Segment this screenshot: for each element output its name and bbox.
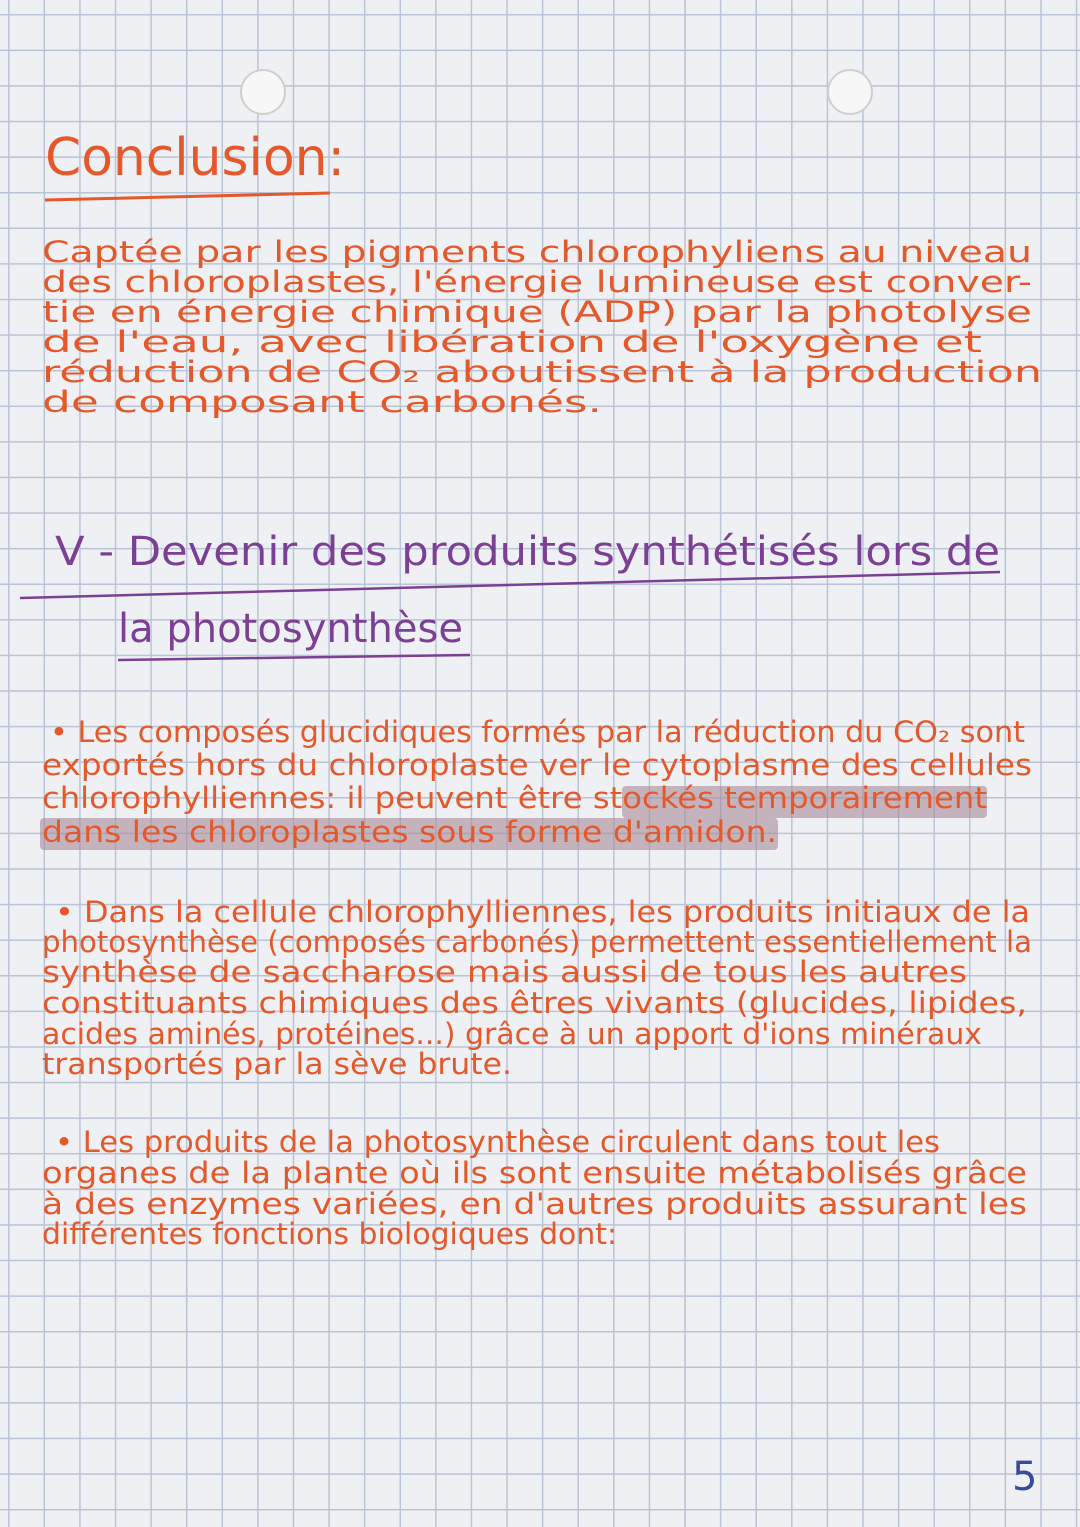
paragraph-3 — [42, 1125, 1027, 1251]
paragraph-line: chlorophylliennes: il peuvent être stockés temporairement — [42, 781, 987, 815]
section-heading: V - Devenir des produits synthétisés lors de — [55, 529, 1000, 575]
heading-underline-2 — [118, 655, 470, 660]
paragraph-2 — [42, 895, 1032, 1081]
paragraph-line: • Les produits de la photosynthèse circulent dans tout les — [55, 1125, 940, 1159]
conclusion-title: Conclusion: — [45, 128, 345, 188]
conclusion-line: de l'eau, avec libération de l'oxygène et — [42, 325, 982, 359]
paragraph-1 — [42, 715, 1032, 849]
conclusion-line: des chloroplastes, l'énergie lumineuse est conver- — [42, 265, 1032, 299]
conclusion-line: de composant carbonés. — [42, 385, 602, 419]
page-number: 5 — [1012, 1454, 1038, 1500]
conclusion-line: Captée par les pigments chlorophyliens au niveau — [42, 235, 1032, 269]
paragraph-line: synthèse de saccharose mais aussi de tous les autres — [42, 955, 967, 989]
paragraph-line: à des enzymes variées, en d'autres produits assurant les — [42, 1187, 1027, 1221]
conclusion-line: réduction de CO₂ aboutissent à la production — [42, 355, 1042, 389]
paragraph-line: • Les composés glucidiques formés par la réduction du CO₂ sont — [50, 715, 1025, 749]
conclusion-line: tie en énergie chimique (ADP) par la photolyse — [42, 295, 1032, 329]
paragraph-line: différentes fonctions biologiques dont: — [42, 1217, 617, 1251]
paragraph-line: dans les chloroplastes sous forme d'amidon. — [42, 815, 777, 849]
paragraph-line: • Dans la cellule chlorophylliennes, les produits initiaux de la — [55, 895, 1030, 929]
paragraph-line: photosynthèse (composés carbonés) permettent essentiellement la — [42, 925, 1032, 959]
paragraph-line: exportés hors du chloroplaste ver le cytoplasme des cellules — [42, 748, 1032, 782]
heading-underline — [20, 572, 1000, 598]
punch-hole-right — [828, 70, 872, 114]
paragraph-line: transportés par la sève brute. — [42, 1047, 512, 1081]
section-heading-continued: la photosynthèse — [118, 606, 463, 652]
conclusion-text — [42, 235, 1042, 419]
paragraph-line: acides aminés, protéines...) grâce à un apport d'ions minéraux — [42, 1017, 982, 1051]
paragraph-line: constituants chimiques des êtres vivants (glucides, lipides, — [42, 986, 1027, 1020]
punch-hole-left — [241, 70, 285, 114]
title-underline — [45, 193, 330, 200]
paragraph-line: organes de la plante où ils sont ensuite métabolisés grâce — [42, 1156, 1027, 1190]
